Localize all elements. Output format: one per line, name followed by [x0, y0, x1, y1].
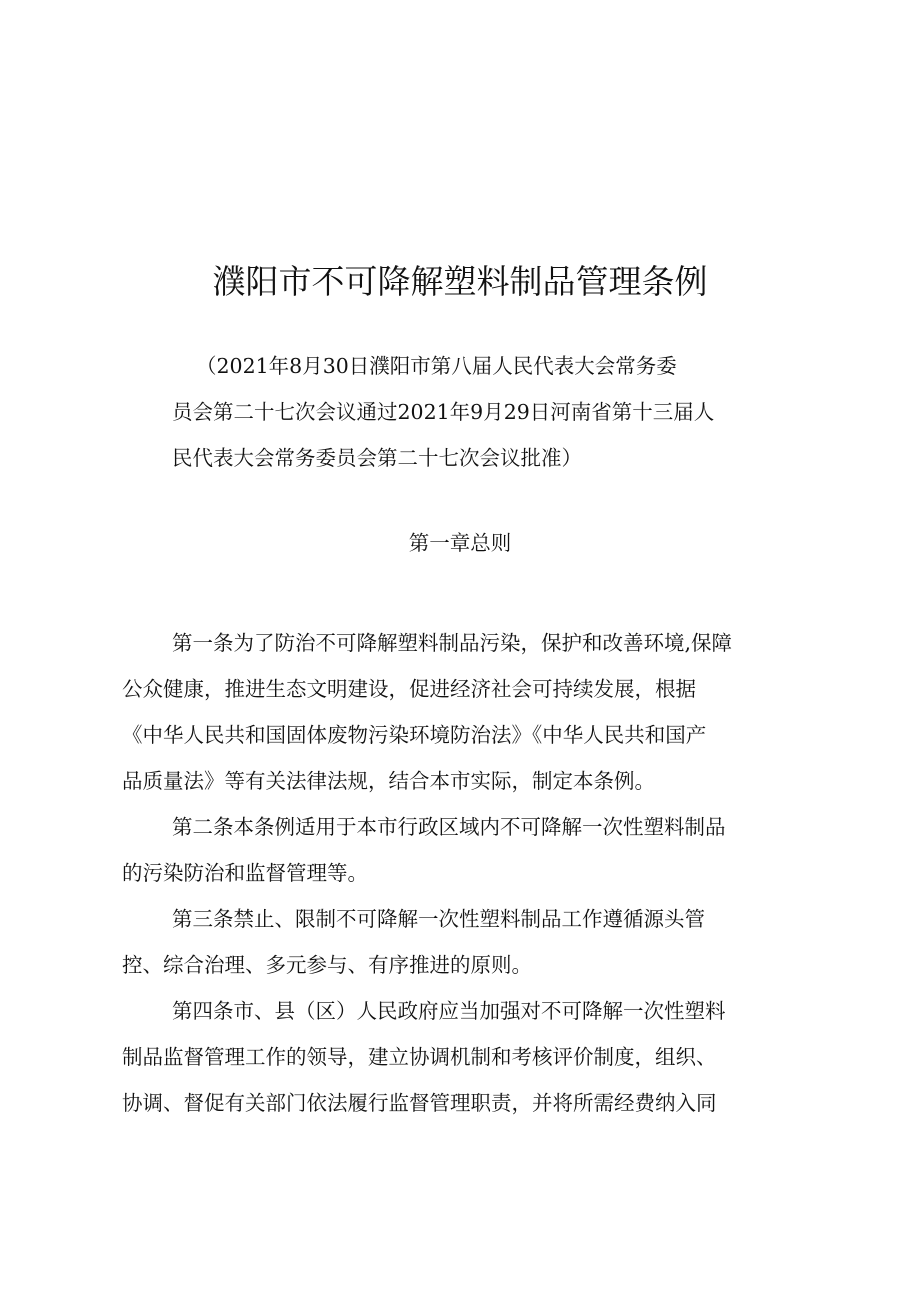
document-title: 濮阳市不可降解塑料制品管理条例 — [212, 262, 708, 301]
adoption-note-line-2: 员会第二十七次会议通过2021年9月29日河南省第十三届人 — [172, 400, 715, 424]
article-4-line-2: 制品监督管理工作的领导，建立协调机制和考核评价制度，组织、 — [122, 1045, 717, 1069]
article-4-line-1: 第四条市、县（区）人民政府应当加强对不可降解一次性塑料 — [172, 999, 726, 1023]
article-2-line-1: 第二条本条例适用于本市行政区域内不可降解一次性塑料制品 — [172, 815, 726, 839]
article-1-line-1: 第一条为了防治不可降解塑料制品污染，保护和改善环境,保障 — [172, 631, 733, 655]
article-2-line-2: 的污染防治和监督管理等。 — [122, 861, 368, 885]
chapter-heading: 第一章总则 — [408, 531, 512, 555]
article-1-line-3: 《中华人民共和国固体废物污染环境防治法》《中华人民共和国产 — [122, 723, 707, 747]
adoption-note-line-3: 民代表大会常务委员会第二十七次会议批准） — [172, 446, 582, 470]
article-1-line-2: 公众健康，推进生态文明建设，促进经济社会可持续发展，根据 — [122, 677, 696, 701]
adoption-note-line-1: （2021年8月30日濮阳市第八届人民代表大会常务委 — [196, 354, 677, 378]
article-1-line-4: 品质量法》等有关法律法规，结合本市实际，制定本条例。 — [122, 769, 655, 793]
article-3-line-2: 控、综合治理、多元参与、有序推进的原则。 — [122, 953, 532, 977]
article-3-line-1: 第三条禁止、限制不可降解一次性塑料制品工作遵循源头管 — [172, 907, 705, 931]
article-4-line-3: 协调、督促有关部门依法履行监督管理职责，并将所需经费纳入同 — [122, 1091, 717, 1115]
